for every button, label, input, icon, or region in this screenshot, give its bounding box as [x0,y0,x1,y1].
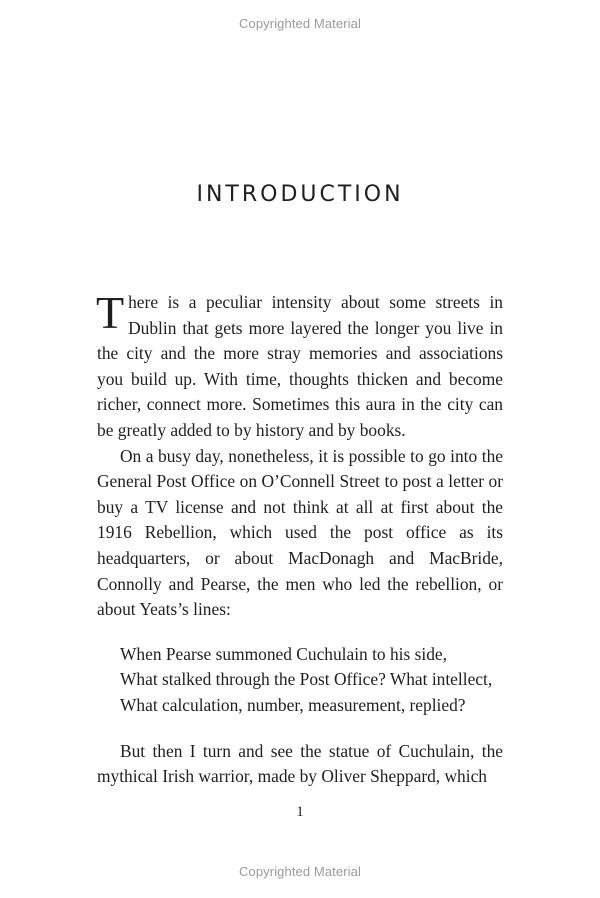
copyright-watermark-top: Copyrighted Material [239,16,361,31]
verse-line-1: When Pearse summoned Cuchulain to his side, [120,643,447,664]
chapter-title: INTRODUCTION [196,182,404,207]
chapter-body [96,287,503,790]
drop-cap: T [96,287,125,338]
verse-line-2: What stalked through the Post Office? What intellect, [120,669,493,690]
paragraph-1-text: here is a peculiar intensity about some streets in Dublin that gets more layered the longer you live in the city and the more stray memories and associations you build up. With time, thoughts thicken and become richer, connect more. Sometimes this aura in the city can be greatly added to by history and by books. [97,292,503,440]
page-number: 1 [296,804,304,820]
verse-quotation [120,642,503,719]
paragraph-3: But then I turn and see the statue of Cuchulain, the mythical Irish warrior, made by Oliver Sheppard, which [97,740,503,787]
paragraph-1 [96,287,503,444]
verse-line-3: What calculation, number, measurement, replied? [120,694,466,715]
paragraph-2: On a busy day, nonetheless, it is possible to go into the General Post Office on O’Connell Street to post a letter or buy a TV license and not think at all at first about the 1916 Rebellion, which used the post office as its headquarters, or about MacDonagh and MacBride, Connolly and Pearse, the men who led the rebellion, or about Yeats’s lines: [97,445,503,620]
copyright-watermark-bottom: Copyrighted Material [239,864,361,879]
